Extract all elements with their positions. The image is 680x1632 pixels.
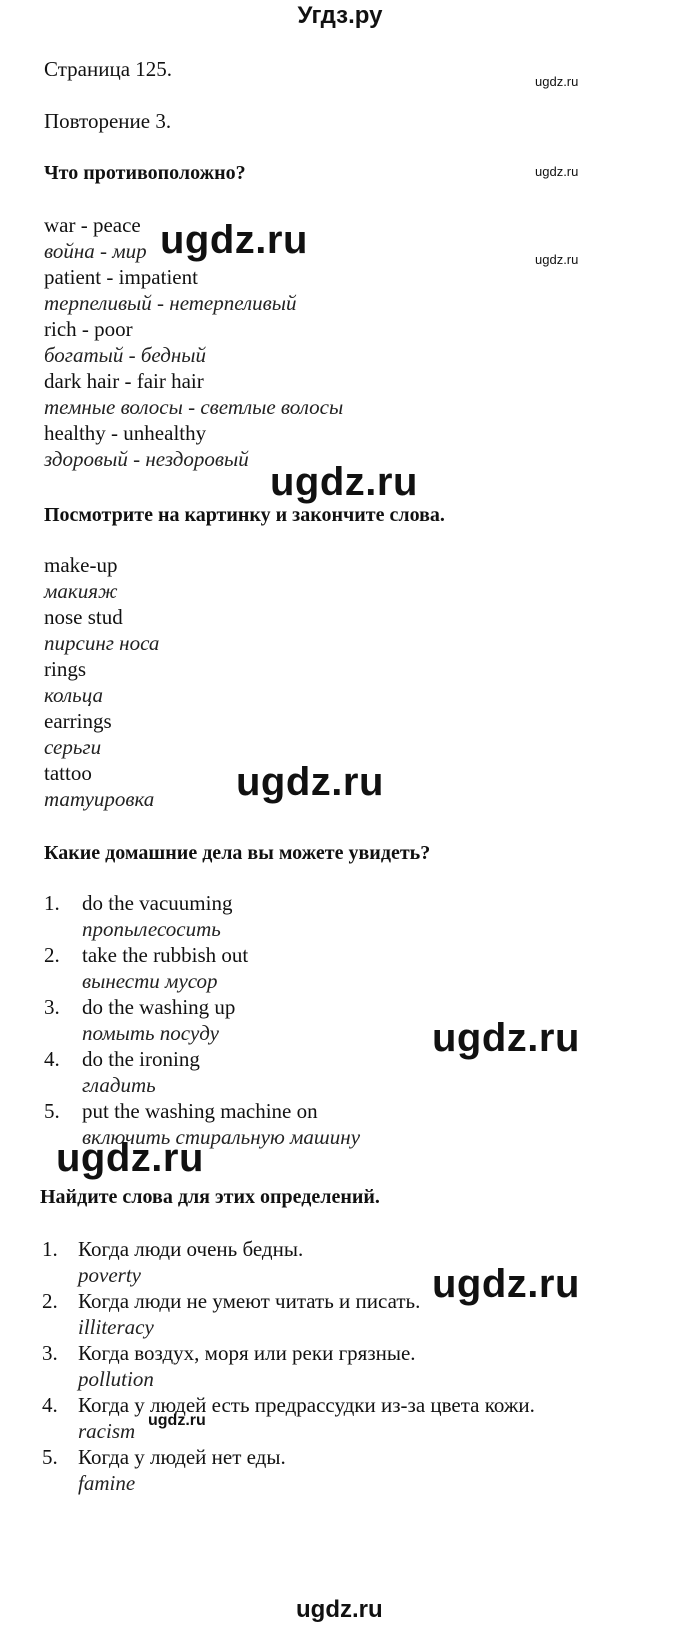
- opposite-en: war - peace: [44, 213, 141, 237]
- opposite-en: patient - impatient: [44, 265, 198, 289]
- opposite-ru: богатый - бедный: [44, 343, 206, 367]
- chore-ru: пропылесосить: [82, 917, 221, 941]
- watermark: ugdz.ru: [535, 164, 579, 179]
- page-number: Страница 125.: [44, 57, 173, 81]
- chore-number: 4.: [44, 1047, 60, 1071]
- site-title: Угдз.ру: [297, 2, 383, 29]
- picture-word-ru: серьги: [44, 735, 102, 759]
- chore-number: 3.: [44, 995, 60, 1019]
- watermark: ugdz.ru: [296, 1596, 383, 1623]
- chore-ru: гладить: [82, 1073, 156, 1097]
- chore-number: 5.: [44, 1099, 60, 1123]
- picture-word-en: tattoo: [44, 761, 92, 785]
- opposite-en: healthy - unhealthy: [44, 421, 207, 445]
- chore-en: put the washing machine on: [82, 1099, 318, 1123]
- opposite-ru: война - мир: [44, 239, 147, 263]
- picture-word-en: make-up: [44, 553, 118, 577]
- definition-number: 1.: [42, 1237, 58, 1261]
- definition-text: Когда у людей есть предрассудки из-за цвета кожи.: [78, 1393, 535, 1417]
- definition-number: 4.: [42, 1393, 58, 1417]
- watermark: ugdz.ru: [236, 760, 384, 804]
- opposite-ru: здоровый - нездоровый: [44, 447, 249, 471]
- chore-ru: помыть посуду: [82, 1021, 219, 1045]
- chore-en: do the ironing: [82, 1047, 200, 1071]
- picture-word-ru: пирсинг носа: [44, 631, 160, 655]
- picture-word-ru: кольца: [44, 683, 103, 707]
- definition-text: Когда у людей нет еды.: [78, 1445, 286, 1469]
- opposites-heading: Что противоположно?: [44, 162, 246, 184]
- watermark: ugdz.ru: [432, 1262, 580, 1306]
- watermark: ugdz.ru: [535, 252, 579, 267]
- picture-word-ru: макияж: [44, 579, 118, 603]
- picture-word-ru: татуировка: [44, 787, 155, 811]
- picture-word-en: earrings: [44, 709, 112, 733]
- definition-answer: racism: [78, 1419, 136, 1443]
- picture-word-en: nose stud: [44, 605, 123, 629]
- definition-text: Когда люди очень бедны.: [78, 1237, 304, 1261]
- chore-en: take the rubbish out: [82, 943, 249, 967]
- chores-heading: Какие домашние дела вы можете увидеть?: [44, 842, 431, 864]
- definition-number: 5.: [42, 1445, 58, 1469]
- definition-number: 3.: [42, 1341, 58, 1365]
- chore-en: do the washing up: [82, 995, 236, 1019]
- watermark: ugdz.ru: [148, 1412, 206, 1429]
- opposite-en: rich - poor: [44, 317, 133, 341]
- opposite-ru: терпеливый - нетерпеливый: [44, 291, 297, 315]
- opposite-ru: темные волосы - светлые волосы: [44, 395, 344, 419]
- definition-text: Когда воздух, моря или реки грязные.: [78, 1341, 416, 1365]
- chore-number: 1.: [44, 891, 60, 915]
- chore-ru: включить стиральную машину: [82, 1125, 361, 1149]
- definitions-heading: Найдите слова для этих определений.: [40, 1186, 380, 1208]
- opposite-en: dark hair - fair hair: [44, 369, 204, 393]
- chore-ru: вынести мусор: [82, 969, 218, 993]
- picture-word-en: rings: [44, 657, 86, 681]
- picture-words-heading: Посмотрите на картинку и закончите слова.: [44, 504, 445, 526]
- definition-answer: famine: [78, 1471, 136, 1495]
- chore-en: do the vacuuming: [82, 891, 233, 915]
- watermark: ugdz.ru: [160, 218, 308, 262]
- watermark: ugdz.ru: [535, 74, 579, 89]
- watermark: ugdz.ru: [56, 1136, 204, 1180]
- watermark: ugdz.ru: [432, 1016, 580, 1060]
- definition-answer: illiteracy: [78, 1315, 154, 1339]
- definition-answer: pollution: [78, 1367, 154, 1391]
- definition-text: Когда люди не умеют читать и писать.: [78, 1289, 421, 1313]
- watermark: ugdz.ru: [270, 460, 418, 504]
- definition-answer: poverty: [78, 1263, 141, 1287]
- chore-number: 2.: [44, 943, 60, 967]
- section-title: Повторение 3.: [44, 109, 172, 133]
- definition-number: 2.: [42, 1289, 58, 1313]
